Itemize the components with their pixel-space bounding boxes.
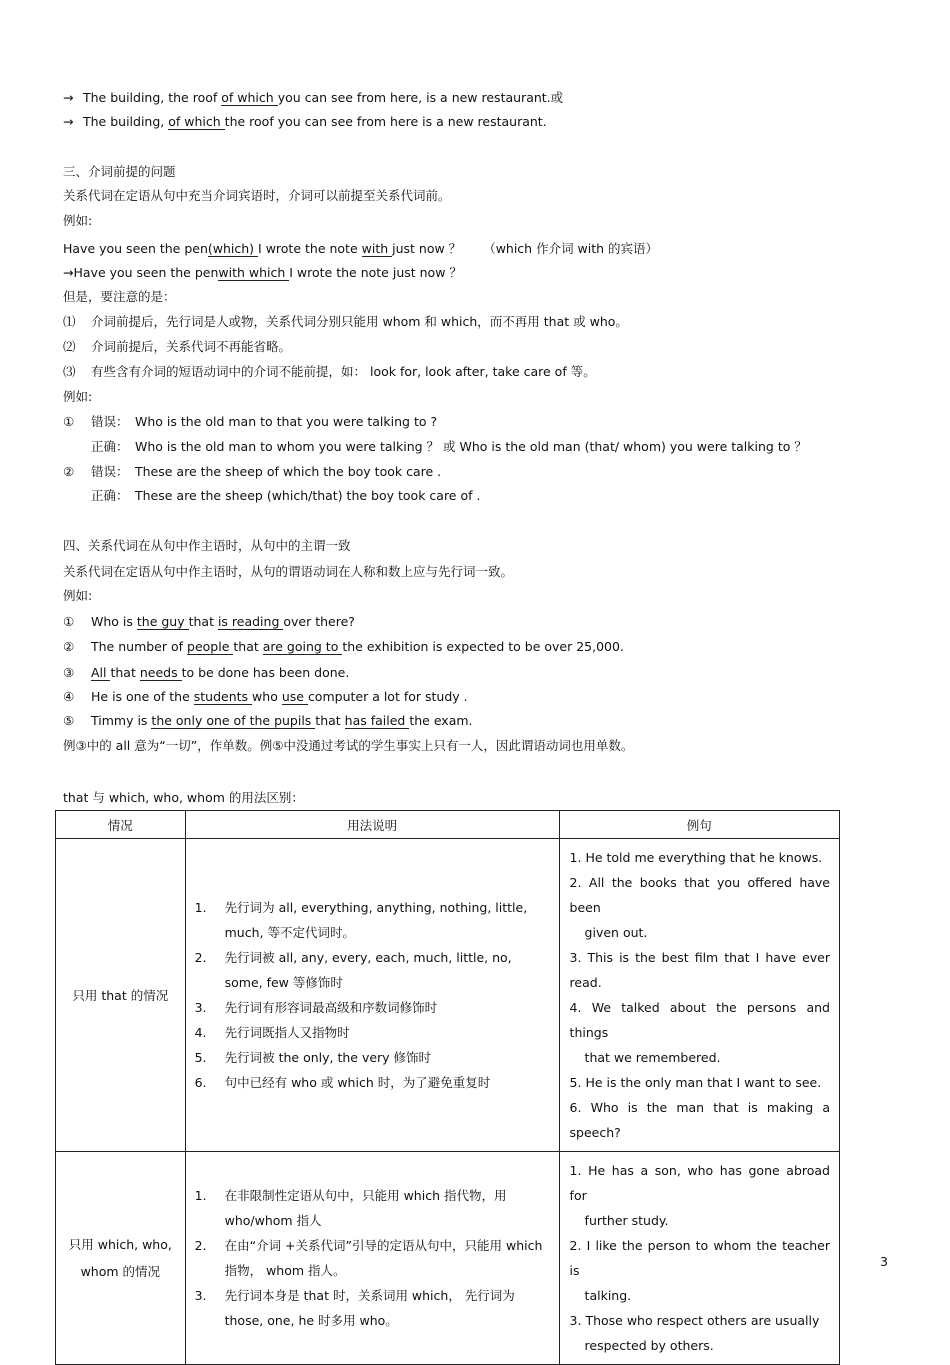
- example-label: 例如:: [63, 588, 93, 603]
- list-item: 4. We talked about the persons and things that we remembered.: [569, 1000, 830, 1065]
- agreement-example-4: ④ He is one of the students who use computer a lot for study .: [63, 689, 468, 704]
- agreement-example-3: ③ All that needs to be done has been done.: [63, 665, 350, 680]
- wrong-example-2: ② 错误： These are the sheep of which the boy took care .: [63, 464, 442, 479]
- list-item: 2. 先行词被 all, any, every, each, much, little, no, some, few 等修饰时: [194, 950, 512, 990]
- list-item: 2. 在由“介词 +关系代词”引导的定语从句中，只能用 which 指物， whom 指人。: [194, 1238, 543, 1278]
- correct-example-1: 正确： Who is the old man to whom you were talking ？ 或 Who is the old man (that/ whom) you were talking to ？: [91, 439, 807, 454]
- list-item: 5. 先行词被 the only, the very 修饰时: [194, 1050, 432, 1065]
- rule-3: ⑶ 有些含有介词的短语动词中的介词不能前提，如： look for, look after, take care of 等。: [63, 364, 596, 379]
- list-item: 1. He told me everything that he knows.: [569, 850, 823, 865]
- sentence-2: →Have you seen the penwith which I wrote the note just now ？: [63, 265, 462, 280]
- list-item: 4. 先行词既指人又指物时: [194, 1025, 350, 1040]
- agreement-example-5: ⑤ Timmy is the only one of the pupils that has failed the exam.: [63, 713, 473, 728]
- list-item: 3. This is the best film that I have ever read.: [569, 950, 830, 990]
- section-4-paragraph: 关系代词在定语从句中作主语时，从句的谓语动词在人称和数上应与先行词一致。: [63, 564, 514, 579]
- list-item: 1. 先行词为 all, everything, anything, nothing, little, much, 等不定代词时。: [194, 900, 528, 940]
- header-usage: 用法说明: [185, 811, 559, 839]
- usage-cell: [185, 1152, 559, 1365]
- header-case: 情况: [56, 811, 186, 839]
- table-caption: that 与 which, who, whom 的用法区别：: [63, 790, 304, 805]
- example-line-2: → The building, of which the roof you can see from here is a new restaurant.: [63, 114, 547, 129]
- table-row: [56, 1152, 840, 1365]
- section-3-heading: 三、介词前提的问题: [63, 164, 176, 179]
- arrow-icon: →: [63, 90, 74, 105]
- arrow-icon: →: [63, 114, 74, 129]
- sentence-1: Have you seen the pen(which) I wrote the note with just now ？ （which 作介词 with 的宾语）: [63, 241, 659, 256]
- agreement-example-1: ① Who is the guy that is reading over there?: [63, 614, 355, 629]
- list-item: 6. Who is the man that is making a speech?: [569, 1100, 830, 1140]
- page-number: 3: [880, 1254, 888, 1269]
- list-item: 2. I like the person to whom the teacher is talking.: [569, 1238, 830, 1303]
- list-item: 3. 先行词本身是 that 时，关系词用 which， 先行词为 those, one, he 时多用 who。: [194, 1288, 515, 1328]
- arrow-icon: →: [63, 265, 74, 280]
- case-cell: 只用 that 的情况: [56, 839, 186, 1152]
- table-row: [56, 839, 840, 1152]
- case-cell: 只用 which, who, whom 的情况: [56, 1152, 186, 1365]
- list-item: 3. Those who respect others are usually respected by others.: [569, 1313, 820, 1353]
- wrong-example-1: ① 错误： Who is the old man to that you were talking to ?: [63, 414, 438, 429]
- list-item: 1. 在非限制性定语从句中，只能用 which 指代物，用 who/whom 指人: [194, 1188, 507, 1228]
- table-header-row: [56, 811, 840, 839]
- section-4-note: 例③中的 all 意为“一切”，作单数。例⑤中没通过考试的学生事实上只有一人，因此谓语动词也用单数。: [63, 738, 634, 753]
- list-item: 3. 先行词有形容词最高级和序数词修饰时: [194, 1000, 438, 1015]
- example-label: 例如:: [63, 213, 93, 228]
- list-item: 5. He is the only man that I want to see.: [569, 1075, 822, 1090]
- list-item: 6. 句中已经有 who 或 which 时，为了避免重复时: [194, 1075, 491, 1090]
- section-4-heading: 四、关系代词在从句中作主语时，从句中的主谓一致: [63, 538, 351, 553]
- example-line-1: → The building, the roof of which you can see from here, is a new restaurant.或: [63, 90, 564, 105]
- note-label: 但是，要注意的是：: [63, 289, 176, 304]
- correct-example-2: 正确： These are the sheep (which/that) the boy took care of .: [91, 488, 481, 503]
- example-cell: [559, 839, 839, 1152]
- section-3-paragraph: 关系代词在定语从句中充当介词宾语时，介词可以前提至关系代词前。: [63, 188, 451, 203]
- list-item: 1. He has a son, who has gone abroad for further study.: [569, 1163, 830, 1228]
- agreement-example-2: ② The number of people that are going to the exhibition is expected to be over 25,000.: [63, 639, 624, 654]
- usage-comparison-table: [55, 810, 840, 1365]
- example-cell: [559, 1152, 839, 1365]
- example-label: 例如:: [63, 389, 93, 404]
- rule-2: ⑵ 介词前提后，关系代词不再能省略。: [63, 339, 292, 354]
- list-item: 2. All the books that you offered have been given out.: [569, 875, 830, 940]
- rule-1: ⑴ 介词前提后，先行词是人或物，关系代词分别只能用 whom 和 which，而不再用 that 或 who。: [63, 314, 628, 329]
- header-example: 例句: [559, 811, 839, 839]
- usage-cell: [185, 839, 559, 1152]
